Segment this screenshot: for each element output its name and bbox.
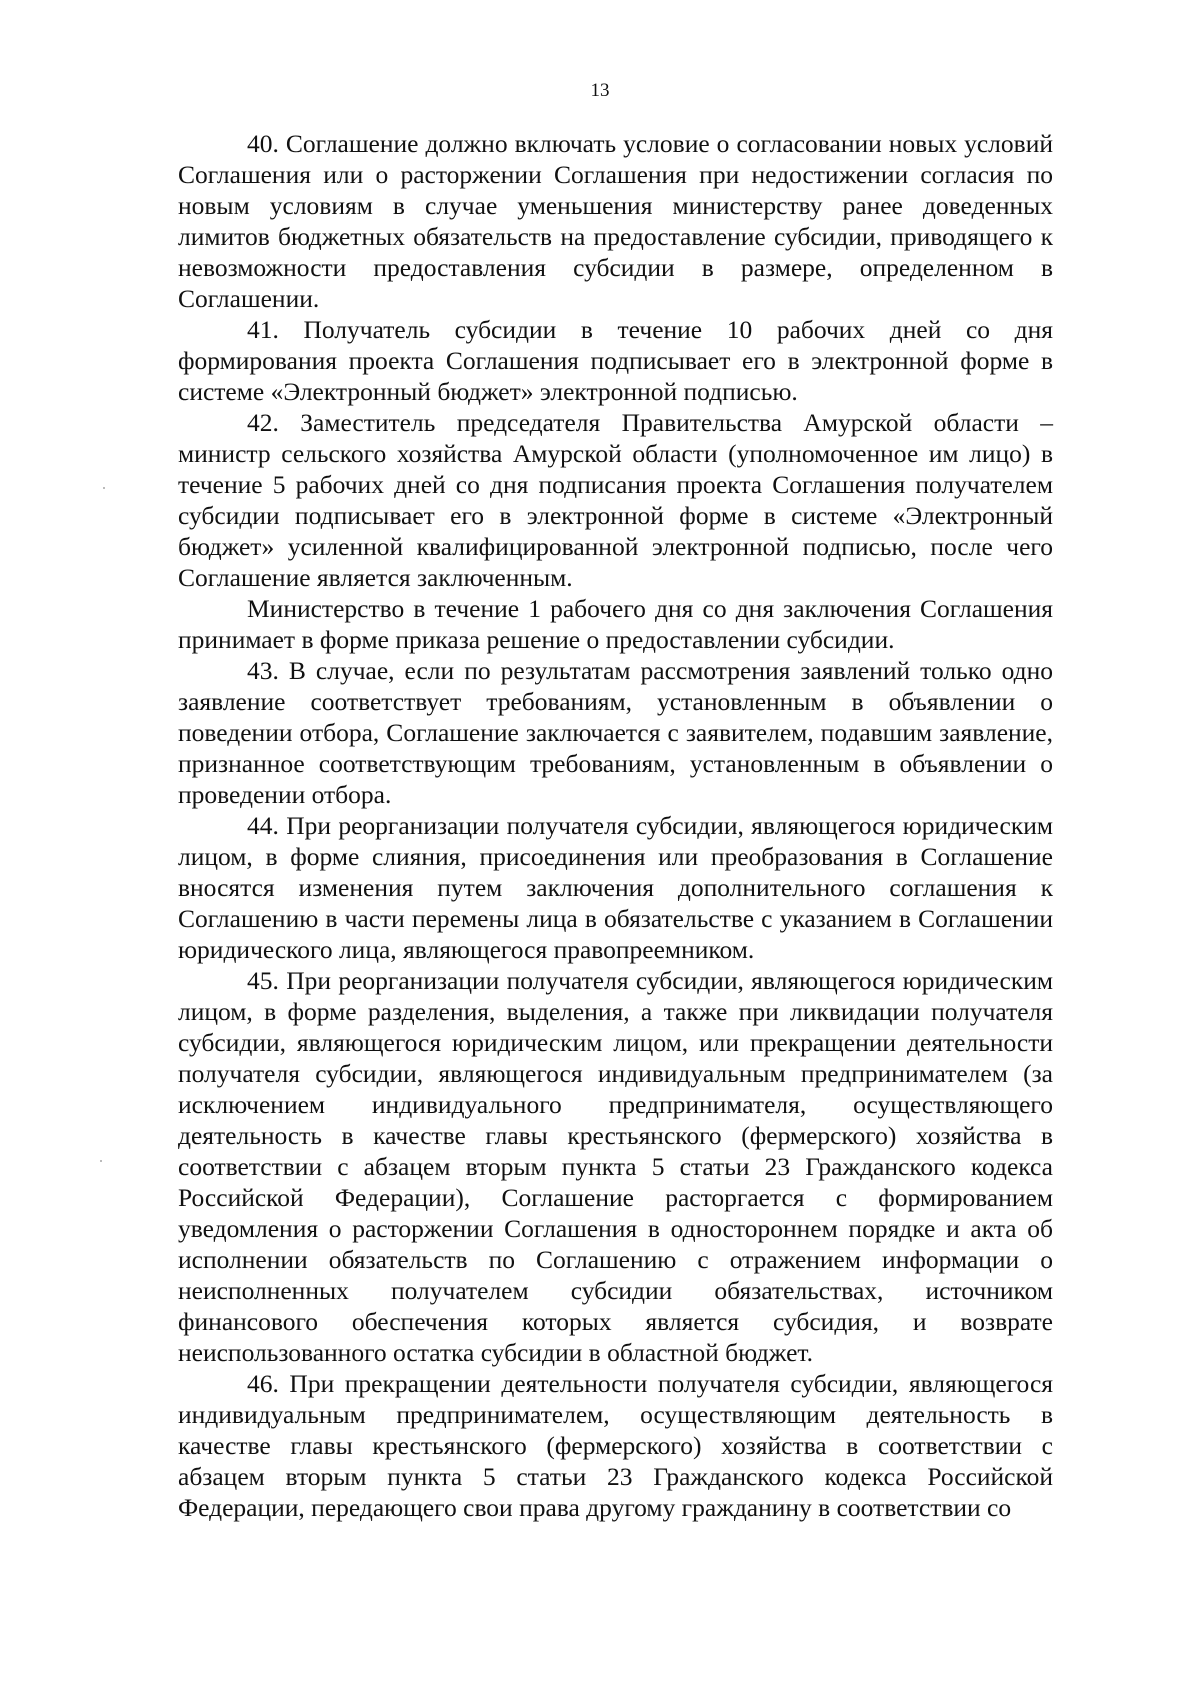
- paragraph-40: 40. Соглашение должно включать условие о согласовании новых условий Соглашения или о расторжении Соглашения при недостижении согласия по новым условиям в случае уменьшения министерству ранее доведенных лимитов бюджетных обязательств на предоставление субсидии, приводящего к невозможности предоставления субсидии в размере, определенном в Соглашении.: [178, 129, 1053, 313]
- page-number: 13: [590, 80, 610, 101]
- paragraph-46: 46. При прекращении деятельности получателя субсидии, являющегося индивидуальным предпринимателем, осуществляющим деятельность в качестве главы крестьянского (фермерского) хозяйства в соответствии с абзацем вторым пункта 5 статьи 23 Гражданского кодекса Российской Федерации, передающего свои права другому гражданину в соответствии со: [178, 1369, 1053, 1522]
- scan-speck: [100, 1160, 102, 1162]
- paragraph-43: 43. В случае, если по результатам рассмотрения заявлений только одно заявление соответствует требованиям, установленным в объявлении о поведении отбора, Соглашение заключается с заявителем, подавшим заявление, признанное соответствующим требованиям, установленным в объявлении о проведении отбора.: [178, 656, 1053, 809]
- scan-speck: [103, 487, 105, 489]
- paragraph-45: 45. При реорганизации получателя субсидии, являющегося юридическим лицом, в форме разделения, выделения, а также при ликвидации получателя субсидии, являющегося юридическим лицом, или прекращении деятельности получателя субсидии, являющегося индивидуальным предпринимателем (за исключением индивидуального предпринимателя, осуществляющего деятельность в качестве главы крестьянского (фермерского) хозяйства в соответствии с абзацем вторым пункта 5 статьи 23 Гражданского кодекса Российской Федерации), Соглашение расторгается с формированием уведомления о расторжении Соглашения в одностороннем порядке и акта об исполнении обязательств по Соглашению с отражением информации о неисполненных получателем субсидии обязательствах, источником финансового обеспечения которых является субсидия, и возврате неиспользованного остатка субсидии в областной бюджет.: [178, 966, 1053, 1367]
- paragraph-44: 44. При реорганизации получателя субсидии, являющегося юридическим лицом, в форме слияния, присоединения или преобразования в Соглашение вносятся изменения путем заключения дополнительного соглашения к Соглашению в части перемены лица в обязательстве с указанием в Соглашении юридического лица, являющегося правопреемником.: [178, 811, 1053, 964]
- paragraph-41: 41. Получатель субсидии в течение 10 рабочих дней со дня формирования проекта Соглашения подписывает его в электронной форме в системе «Электронный бюджет» электронной подписью.: [178, 315, 1053, 406]
- document-body: [178, 128, 1053, 1523]
- paragraph-42-continuation: Министерство в течение 1 рабочего дня со дня заключения Соглашения принимает в форме приказа решение о предоставлении субсидии.: [178, 594, 1053, 654]
- paragraph-42: 42. Заместитель председателя Правительства Амурской области – министр сельского хозяйства Амурской области (уполномоченное им лицо) в течение 5 рабочих дней со дня подписания проекта Соглашения получателем субсидии подписывает его в электронной форме в системе «Электронный бюджет» усиленной квалифицированной электронной подписью, после чего Соглашение является заключенным.: [178, 408, 1053, 592]
